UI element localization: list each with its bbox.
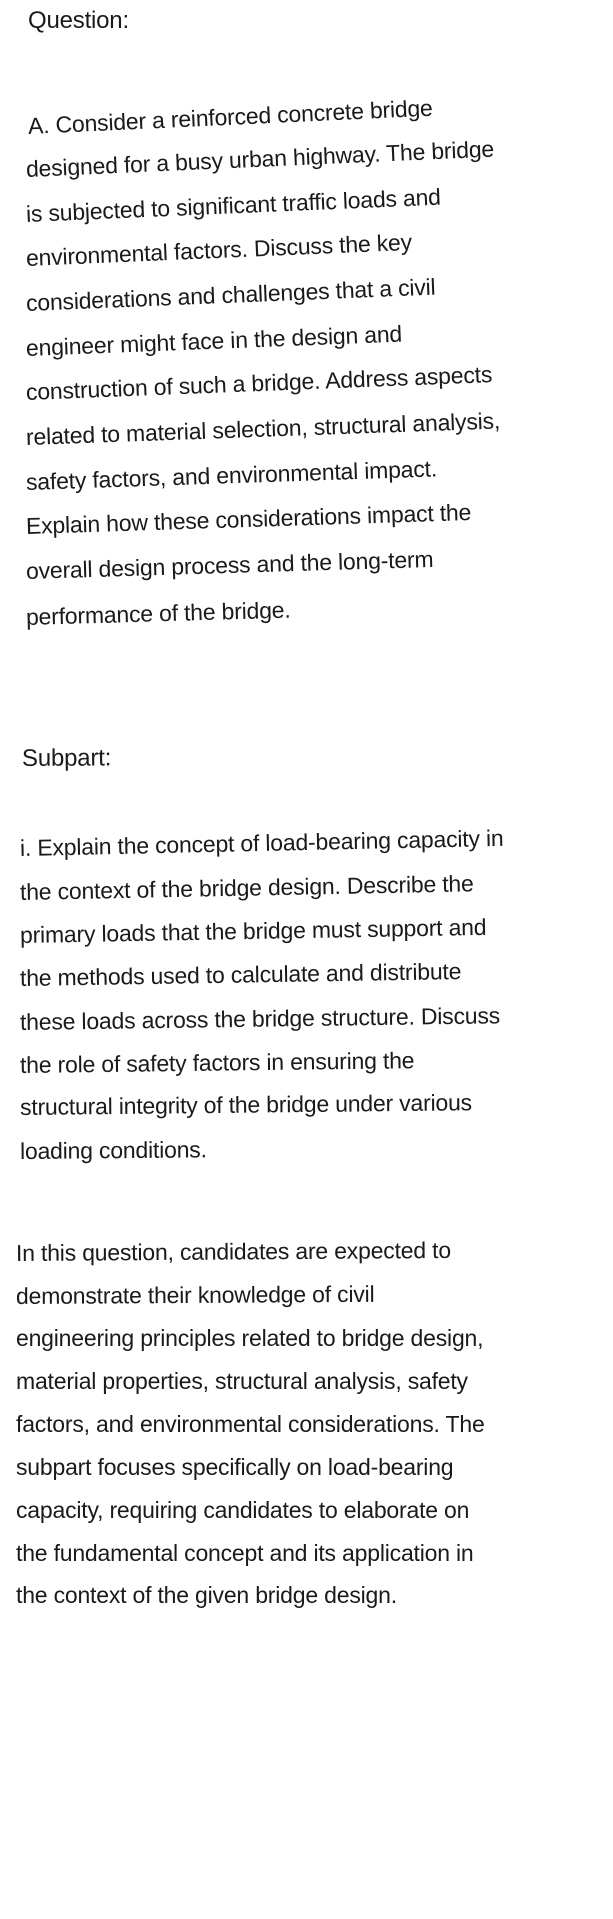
question-line: engineer might face in the design and [25,320,403,361]
question-line: considerations and challenges that a civil [25,273,436,316]
subpart-line: loading conditions. [19,1136,207,1164]
subpart-line: the methods used to calculate and distribute [19,958,462,991]
question-line: performance of the bridge. [25,596,291,630]
question-label: Question: [28,7,129,34]
note-line: In this question, candidates are expected to [15,1236,451,1266]
note-line: demonstrate their knowledge of civil [15,1280,375,1309]
note-line: factors, and environmental considerations. The [16,1411,485,1437]
subpart-line: these loads across the bridge structure. Discuss [19,1002,501,1035]
question-line: Explain how these considerations impact the [25,499,472,539]
subpart-line: primary loads that the bridge must support and [19,913,487,948]
subpart-line: the role of safety factors in ensuring the [19,1047,415,1078]
subpart-line: structural integrity of the bridge under various [19,1089,473,1120]
question-line: designed for a busy urban highway. The bridge [25,135,495,182]
question-line: is subjected to significant traffic loads and [25,183,442,227]
subpart-line: i. Explain the concept of load-bearing capacity in [19,824,504,861]
question-line: construction of such a bridge. Address aspects [25,361,493,405]
note-line: capacity, requiring candidates to elaborate on [16,1497,470,1523]
question-line: environmental factors. Discuss the key [25,228,413,271]
note-line: the fundamental concept and its application in [16,1540,474,1566]
note-line: material properties, structural analysis, safety [16,1368,468,1394]
question-line: safety factors, and environmental impact. [25,455,438,495]
subpart-line: the context of the bridge design. Describe the [19,870,474,905]
question-line: related to material selection, structural analysis, [25,407,501,450]
subpart-label: Subpart: [21,744,112,772]
note-line: the context of the given bridge design. [16,1582,397,1608]
note-line: engineering principles related to bridge design, [16,1325,484,1351]
note-line: subpart focuses specifically on load-bearing [16,1454,454,1480]
question-line: A. Consider a reinforced concrete bridge [27,94,434,139]
question-line: overall design process and the long-term [25,545,434,584]
